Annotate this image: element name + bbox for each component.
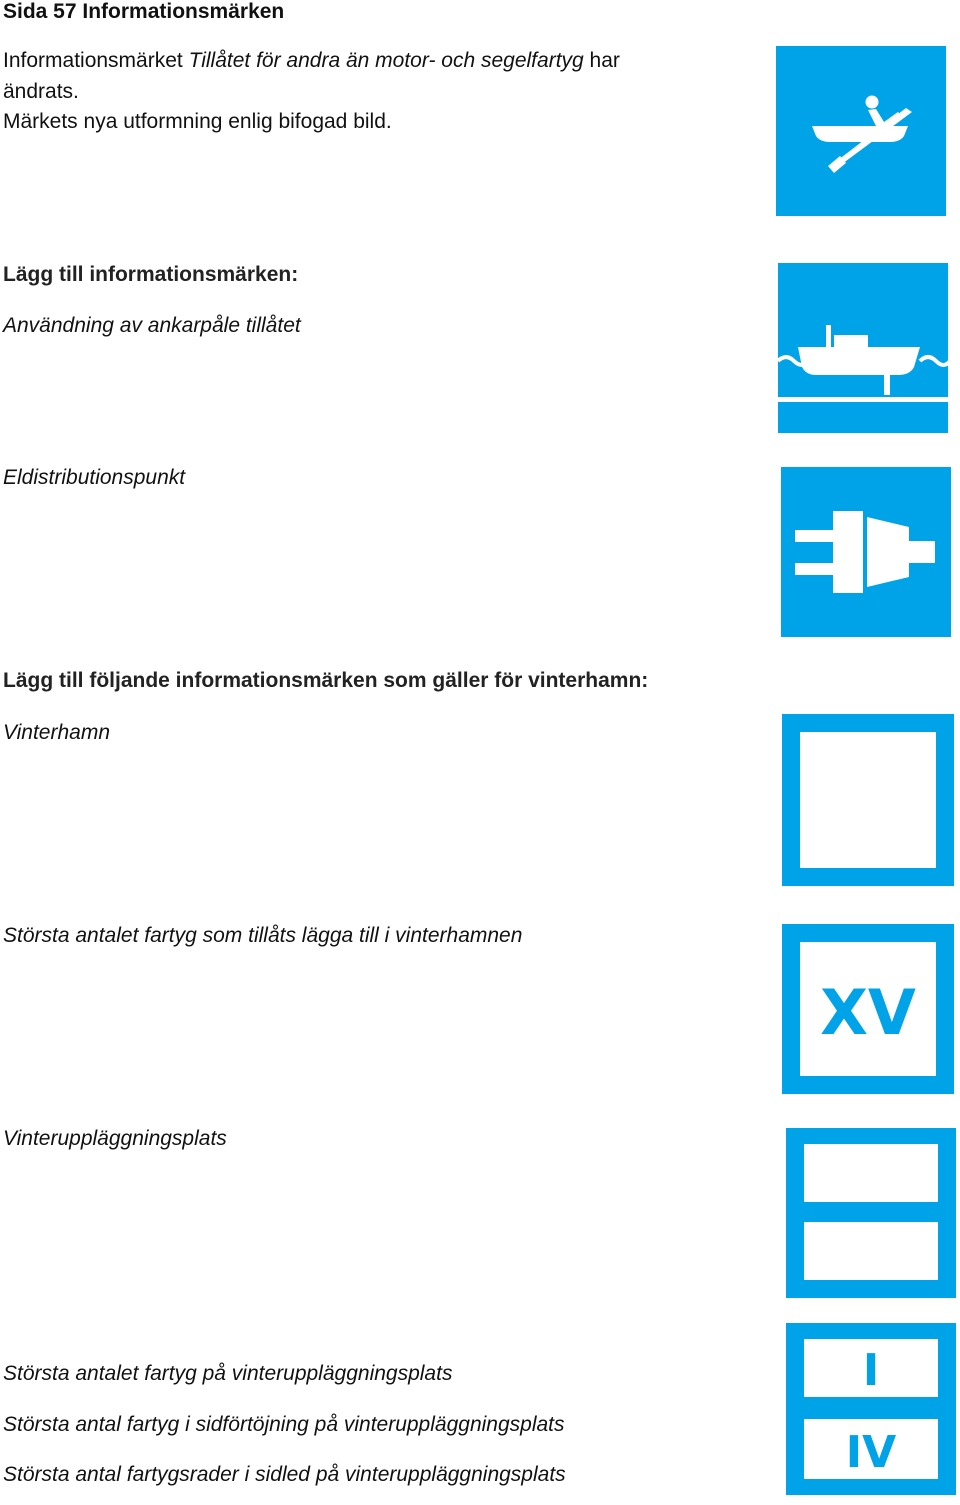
max-storage-sign-bottom-text: IV [845,1427,897,1478]
winter-storage-sign-icon [786,1128,956,1298]
intro-line-1 [3,46,620,76]
anchor-pole-boat-sign-icon [778,263,948,433]
winter-harbour-label: Vinterhamn [3,721,111,744]
max-rows-label: Största antal fartygsrader i sidled på vinteruppläggningsplats [3,1463,566,1486]
max-vessels-storage-label: Största antalet fartyg på vinteruppläggningsplats [3,1362,453,1385]
winter-harbour-sign-icon [782,714,954,886]
intro-suffix: har [583,49,620,72]
electric-distribution-label: Eldistributionspunkt [3,466,186,489]
anchor-pole-label: Användning av ankarpåle tillåtet [3,314,301,337]
max-vessels-sign-icon [782,924,954,1094]
intro-sign-name: Tillåtet för andra än motor- och segelfartyg [188,49,584,72]
intro-line-2: ändrats. [3,80,79,103]
max-vessels-sign-text: XV [820,976,916,1049]
rowing-boat-sign-icon [776,46,946,216]
max-storage-sign-icon [786,1323,956,1495]
max-storage-sign [786,1323,956,1495]
max-vessels-label: Största antalet fartyg som tillåts lägga till i vinterhamnen [3,924,523,947]
rowing-boat-icon [776,46,946,216]
max-side-mooring-label: Största antal fartyg i sidförtöjning på vinteruppläggningsplats [3,1413,565,1436]
anchor-pole-boat-icon [778,263,948,433]
max-storage-sign-top-text: I [862,1345,880,1396]
winter-harbour-sign [782,714,954,886]
intro-prefix: Informationsmärket [3,49,189,72]
section2-heading: Lägg till följande informationsmärken som gäller för vinterhamn: [3,669,649,692]
winter-storage-sign [786,1128,956,1298]
winter-storage-label: Vinteruppläggningsplats [3,1127,227,1150]
electric-plug-sign-icon [781,467,951,637]
max-vessels-sign [782,924,954,1094]
electric-plug-icon [781,467,951,637]
intro-line-3: Märkets nya utformning enlig bifogad bild. [3,110,392,133]
section1-heading: Lägg till informationsmärken: [3,263,299,286]
page-title: Sida 57 Informationsmärken [3,0,285,23]
